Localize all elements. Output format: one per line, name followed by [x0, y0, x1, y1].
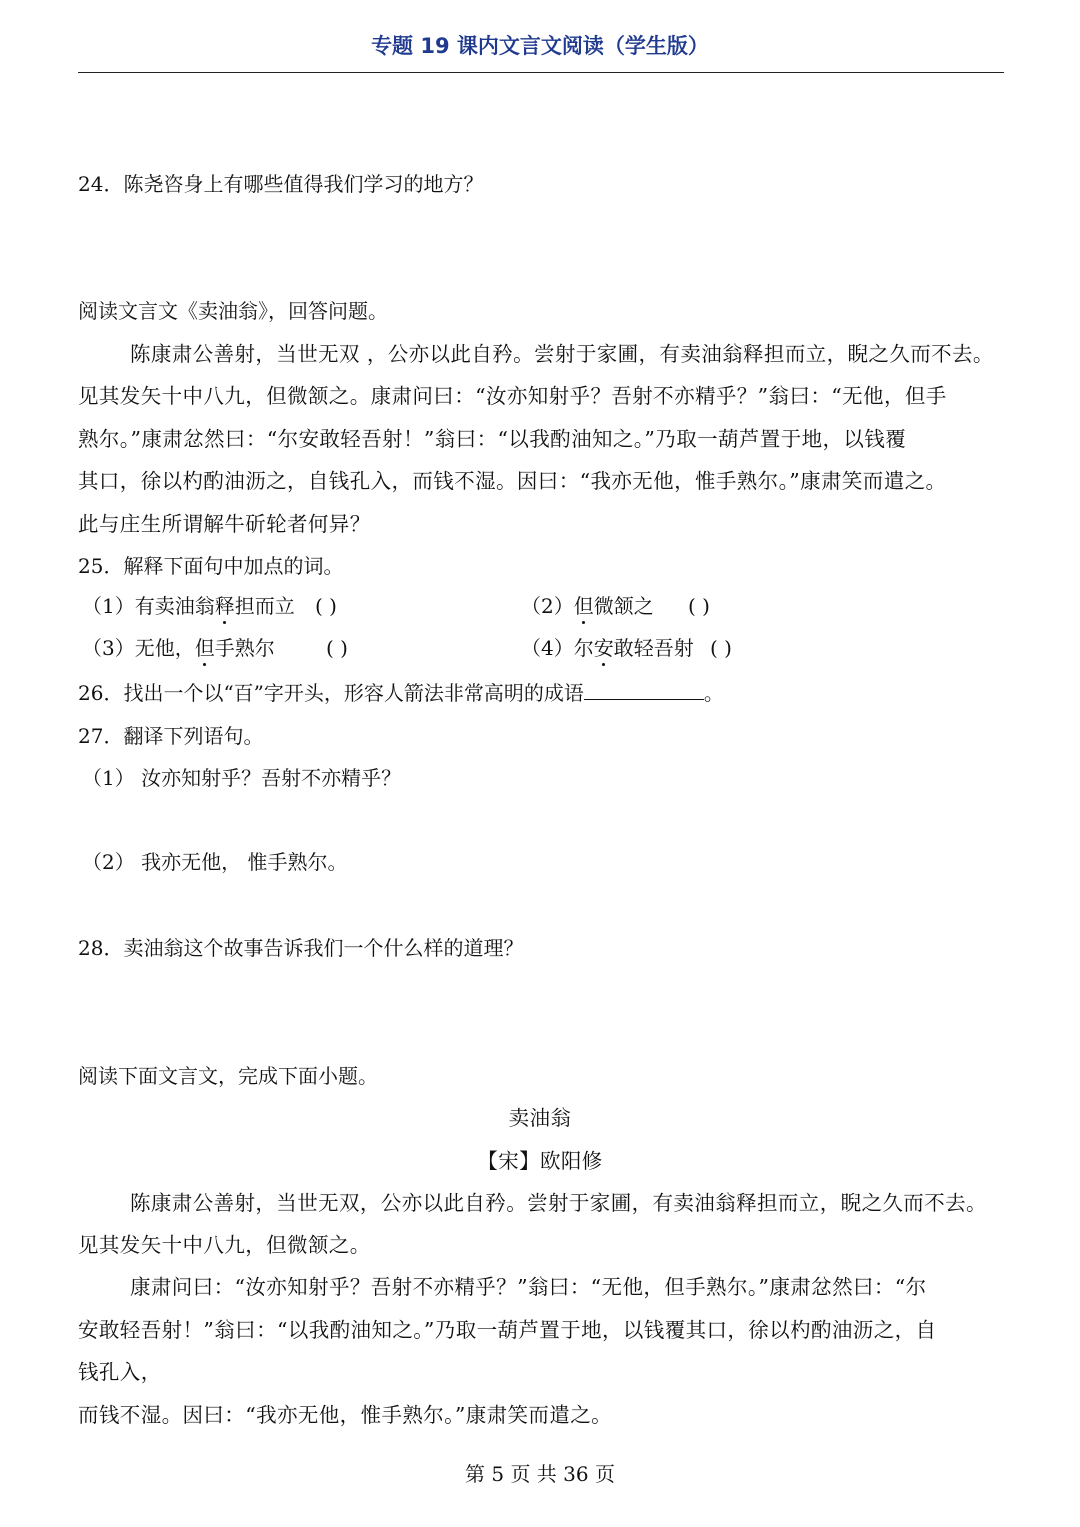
section2-passage-line: 康肃问曰：“汝亦知射乎？吾射不亦精乎？”翁曰：“无他，但手熟尔。”康肃忿然曰：“尔 [130, 1275, 927, 1299]
item-2-pre: （2） [521, 594, 574, 618]
question-27-stem: 27．翻译下列语句。 [78, 724, 264, 748]
item-4-dotted-word: 安 [593, 636, 614, 660]
section2-passage-line: 钱孔入， [78, 1360, 162, 1384]
item-1-pre: （1）有卖油翁 [82, 594, 215, 618]
section1-passage-line: 此与庄生所谓解牛斫轮者何异？ [78, 512, 371, 536]
question-28: 28．卖油翁这个故事告诉我们一个什么样的道理？ [78, 936, 524, 960]
item-2-post: 微颔之 [593, 594, 654, 618]
item-1-post: 担而立 [234, 594, 295, 618]
section2-passage-line: 见其发矢十中八九，但微颔之。 [78, 1233, 371, 1257]
section2-author: 【宋】欧阳修 [477, 1149, 603, 1173]
item-3-pre: （3）无他， [82, 636, 195, 660]
section2-passage-line: 而钱不湿。因曰：“我亦无他，惟手熟尔。”康肃笑而遣之。 [78, 1403, 613, 1427]
item-3-dotted-word: 但 [194, 636, 215, 660]
question-25-item-1 [82, 592, 295, 620]
section2-passage-line: 陈康肃公善射，当世无双，公亦以此自矜。尝射于家圃，有卖油翁释担而立，睨之久而不去。 [130, 1191, 987, 1215]
item-1-dotted-word: 释 [214, 594, 235, 618]
item-3-answer-paren[interactable]: ( ) [326, 636, 348, 660]
item-1-answer-paren[interactable]: ( ) [315, 594, 337, 618]
item-4-post: 敢轻吾射 [613, 636, 694, 660]
header-divider [78, 72, 1004, 73]
item-4-answer-paren[interactable]: ( ) [710, 636, 732, 660]
section2-passage-line: 安敢轻吾射！”翁曰：“以我酌油知之。”乃取一葫芦置于地，以钱覆其口，徐以杓酌油沥之，自 [78, 1318, 937, 1342]
question-26-end: 。 [703, 681, 724, 705]
question-25-item-4 [521, 634, 694, 662]
section1-passage-line: 熟尔。”康肃忿然曰：“尔安敢轻吾射！”翁曰：“以我酌油知之。”乃取一葫芦置于地，以钱覆 [78, 427, 907, 451]
item-2-answer-paren[interactable]: ( ) [688, 594, 710, 618]
section1-passage-line: 见其发矢十中八九，但微颔之。康肃问曰：“汝亦知射乎？吾射不亦精乎？”翁曰：“无他，但手 [78, 384, 947, 408]
question-27-sentence-2: （2） 我亦无他， 惟手熟尔。 [82, 850, 348, 874]
question-25-stem: 25．解释下面句中加点的词。 [78, 554, 344, 578]
section1-intro: 阅读文言文《卖油翁》，回答问题。 [78, 299, 388, 323]
item-3-post: 手熟尔 [214, 636, 275, 660]
page-footer-number: 第 5 页 共 36 页 [465, 1462, 615, 1486]
item-2-dotted-word: 但 [573, 594, 594, 618]
section2-intro: 阅读下面文言文，完成下面小题。 [78, 1064, 378, 1088]
question-24: 24．陈尧咨身上有哪些值得我们学习的地方？ [78, 172, 484, 196]
section2-title: 卖油翁 [508, 1106, 572, 1130]
question-25-item-2 [521, 592, 654, 620]
question-26 [78, 679, 724, 707]
section1-passage-line: 陈康肃公善射，当世无双 ，公亦以此自矜。尝射于家圃，有卖油翁释担而立，睨之久而不去。 [130, 342, 994, 366]
page-header-title: 专题 19 课内文言文阅读（学生版） [371, 34, 709, 58]
item-4-pre: （4）尔 [521, 636, 594, 660]
section1-passage-line: 其口，徐以杓酌油沥之，自钱孔入，而钱不湿。因曰：“我亦无他，惟手熟尔。”康肃笑而遣之。 [78, 469, 947, 493]
question-27-sentence-1: （1） 汝亦知射乎？吾射不亦精乎？ [82, 766, 402, 790]
question-26-answer-blank[interactable] [584, 679, 704, 700]
question-25-item-3 [82, 634, 275, 662]
question-26-text: 26．找出一个以“百”字开头，形容人箭法非常高明的成语 [78, 681, 584, 705]
